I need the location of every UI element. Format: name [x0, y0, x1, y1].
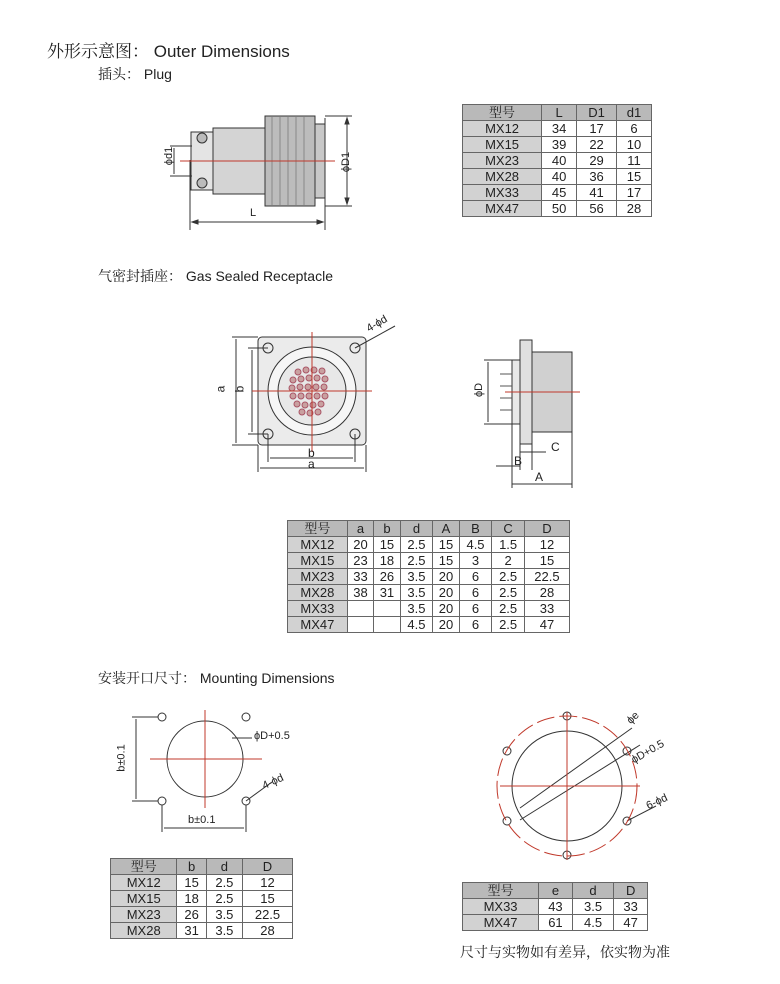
cell: 20 — [433, 617, 459, 633]
cell: 2.5 — [492, 617, 525, 633]
plug-label-cn: 插头： — [98, 66, 140, 82]
table-row — [463, 153, 652, 169]
col-model: 型号 — [288, 521, 348, 537]
footnote: 尺寸与实物如有差异，依实物为准 — [460, 944, 670, 960]
plug-dim-L: L — [250, 207, 257, 219]
receptacle-heading — [98, 266, 333, 286]
table-row — [288, 585, 570, 601]
cell: MX12 — [463, 121, 542, 137]
table-row — [463, 915, 648, 931]
receptacle-dim-A: A — [535, 470, 544, 484]
cell: 2.5 — [206, 875, 242, 891]
cell: 3.5 — [206, 923, 242, 939]
cell: 15 — [433, 553, 459, 569]
cell: 3.5 — [206, 907, 242, 923]
cell: 2.5 — [492, 601, 525, 617]
col-e: e — [539, 883, 573, 899]
cell: 6 — [459, 601, 492, 617]
cell: 61 — [539, 915, 573, 931]
table-row — [463, 169, 652, 185]
mounting-dim-e: ϕe — [624, 709, 642, 727]
cell: 3.5 — [400, 585, 433, 601]
cell: 3.5 — [400, 601, 433, 617]
cell: 56 — [577, 201, 617, 217]
cell: 15 — [524, 553, 569, 569]
cell: 10 — [616, 137, 651, 153]
cell: 2.5 — [492, 569, 525, 585]
cell: 2.5 — [400, 553, 433, 569]
receptacle-dim-a-vert: a — [213, 385, 228, 393]
col-model: 型号 — [111, 859, 177, 875]
receptacle-dim-C: C — [551, 440, 560, 454]
cell: 39 — [542, 137, 577, 153]
table-row — [463, 137, 652, 153]
mounting-label-en: Mounting Dimensions — [199, 670, 335, 686]
cell: MX28 — [111, 923, 177, 939]
cell — [347, 601, 373, 617]
mounting-spec-table-2 — [462, 882, 648, 931]
col-d1: d1 — [616, 105, 651, 121]
cell: MX23 — [463, 153, 542, 169]
cell: 43 — [539, 899, 573, 915]
col-D: D — [614, 883, 648, 899]
cell: 31 — [177, 923, 206, 939]
cell: 15 — [616, 169, 651, 185]
plug-label-en: Plug — [143, 66, 172, 82]
outer-title-en: Outer Dimensions — [153, 42, 290, 61]
cell: 3 — [459, 553, 492, 569]
cell: 12 — [524, 537, 569, 553]
cell: 29 — [577, 153, 617, 169]
cell: 20 — [433, 569, 459, 585]
table-header-row — [463, 105, 652, 121]
cell: 12 — [243, 875, 293, 891]
table-row — [111, 891, 293, 907]
col-D1: D1 — [577, 105, 617, 121]
table-header-row — [463, 883, 648, 899]
col-C: C — [492, 521, 525, 537]
cell: 20 — [433, 601, 459, 617]
table-row — [288, 617, 570, 633]
cell: 40 — [542, 169, 577, 185]
mounting-label-cn: 安装开口尺寸： — [98, 670, 196, 686]
col-model: 型号 — [463, 105, 542, 121]
plug-dim-d1: ϕd1 — [163, 146, 176, 166]
cell: 2.5 — [206, 891, 242, 907]
cell: 23 — [347, 553, 373, 569]
cell: 28 — [524, 585, 569, 601]
cell: 15 — [177, 875, 206, 891]
cell: MX12 — [288, 537, 348, 553]
receptacle-dim-b-horiz: b — [308, 446, 315, 460]
col-d: d — [206, 859, 242, 875]
cell: 4.5 — [400, 617, 433, 633]
cell: MX15 — [111, 891, 177, 907]
mounting-dim-holes6: 6-ϕd — [644, 791, 670, 813]
cell: 28 — [616, 201, 651, 217]
col-b: b — [374, 521, 400, 537]
cell: 18 — [374, 553, 400, 569]
table-row — [288, 569, 570, 585]
receptacle-dim-a-horiz: a — [308, 457, 315, 471]
cell: 15 — [433, 537, 459, 553]
cell: 2 — [492, 553, 525, 569]
cell: MX23 — [288, 569, 348, 585]
cell: MX12 — [111, 875, 177, 891]
cell: 33 — [524, 601, 569, 617]
receptacle-dim-B: B — [514, 454, 523, 468]
cell: 17 — [577, 121, 617, 137]
cell: 2.5 — [492, 585, 525, 601]
mounting-dim-D-tol: ϕD+0.5 — [254, 730, 290, 742]
cell: MX28 — [288, 585, 348, 601]
cell: 17 — [616, 185, 651, 201]
col-d: d — [572, 883, 614, 899]
table-header-row — [111, 859, 293, 875]
cell: 15 — [374, 537, 400, 553]
cell: MX15 — [463, 137, 542, 153]
table-row — [463, 185, 652, 201]
cell: 22 — [577, 137, 617, 153]
cell: 11 — [616, 153, 651, 169]
cell: 38 — [347, 585, 373, 601]
cell: 20 — [347, 537, 373, 553]
cell — [347, 617, 373, 633]
col-b: b — [177, 859, 206, 875]
cell: 15 — [243, 891, 293, 907]
receptacle-dim-holes: 4-ϕd — [364, 313, 390, 335]
col-B: B — [459, 521, 492, 537]
plug-drawing — [170, 116, 352, 230]
cell: 31 — [374, 585, 400, 601]
cell: 20 — [433, 585, 459, 601]
col-model: 型号 — [463, 883, 539, 899]
receptacle-dim-D: ϕD — [473, 382, 486, 398]
col-D: D — [524, 521, 569, 537]
cell: 36 — [577, 169, 617, 185]
mounting-heading — [98, 668, 335, 688]
cell: MX28 — [463, 169, 542, 185]
plug-spec-table — [462, 104, 652, 217]
cell — [374, 601, 400, 617]
cell: 18 — [177, 891, 206, 907]
cell: MX15 — [288, 553, 348, 569]
col-A: A — [433, 521, 459, 537]
cell: MX33 — [463, 899, 539, 915]
outer-dimensions-heading — [47, 37, 290, 62]
table-row — [463, 201, 652, 217]
table-header-row — [288, 521, 570, 537]
mounting-dim-D-tol2: ϕD+0.5 — [629, 737, 667, 767]
col-d: d — [400, 521, 433, 537]
cell: 2.5 — [400, 537, 433, 553]
cell: 4.5 — [459, 537, 492, 553]
table-row — [111, 875, 293, 891]
mounting-dim-b-horiz: b±0.1 — [188, 814, 216, 826]
cell: 34 — [542, 121, 577, 137]
cell: 47 — [524, 617, 569, 633]
cell: 41 — [577, 185, 617, 201]
table-row — [111, 907, 293, 923]
receptacle-label-en: Gas Sealed Receptacle — [185, 268, 333, 284]
cell: 1.5 — [492, 537, 525, 553]
mounting-dim-b-vert: b±0.1 — [115, 744, 128, 772]
mounting-spec-table-1 — [110, 858, 293, 939]
table-row — [463, 121, 652, 137]
cell: 6 — [616, 121, 651, 137]
cell: 45 — [542, 185, 577, 201]
cell: 33 — [347, 569, 373, 585]
table-row — [288, 537, 570, 553]
cell: 26 — [177, 907, 206, 923]
cell: 6 — [459, 569, 492, 585]
cell: 33 — [614, 899, 648, 915]
mounting-dim-holes4: 4-ϕd — [260, 771, 286, 793]
cell — [374, 617, 400, 633]
col-L: L — [542, 105, 577, 121]
table-row — [463, 899, 648, 915]
cell: 3.5 — [572, 899, 614, 915]
cell: 22.5 — [243, 907, 293, 923]
cell: 40 — [542, 153, 577, 169]
table-row — [111, 923, 293, 939]
cell: 47 — [614, 915, 648, 931]
receptacle-side-drawing — [484, 340, 572, 488]
receptacle-spec-table — [287, 520, 570, 633]
cell: MX33 — [463, 185, 542, 201]
receptacle-dim-b-vert: b — [232, 385, 247, 393]
cell: 50 — [542, 201, 577, 217]
outer-title-cn: 外形示意图： — [47, 42, 149, 61]
cell: MX47 — [463, 915, 539, 931]
cell: MX47 — [288, 617, 348, 633]
table-row — [288, 601, 570, 617]
mounting-round-centerlines — [497, 712, 640, 860]
cell: 6 — [459, 617, 492, 633]
cell: 6 — [459, 585, 492, 601]
cell: 22.5 — [524, 569, 569, 585]
cell: MX23 — [111, 907, 177, 923]
plug-heading — [98, 64, 172, 84]
table-row — [288, 553, 570, 569]
col-D: D — [243, 859, 293, 875]
cell: 3.5 — [400, 569, 433, 585]
cell: 28 — [243, 923, 293, 939]
plug-dim-D1: ϕD1 — [340, 151, 353, 173]
cell: MX33 — [288, 601, 348, 617]
cell: 26 — [374, 569, 400, 585]
cell: 4.5 — [572, 915, 614, 931]
receptacle-label-cn: 气密封插座： — [98, 268, 182, 284]
cell: MX47 — [463, 201, 542, 217]
mounting-square-centerlines — [150, 710, 262, 808]
col-a: a — [347, 521, 373, 537]
